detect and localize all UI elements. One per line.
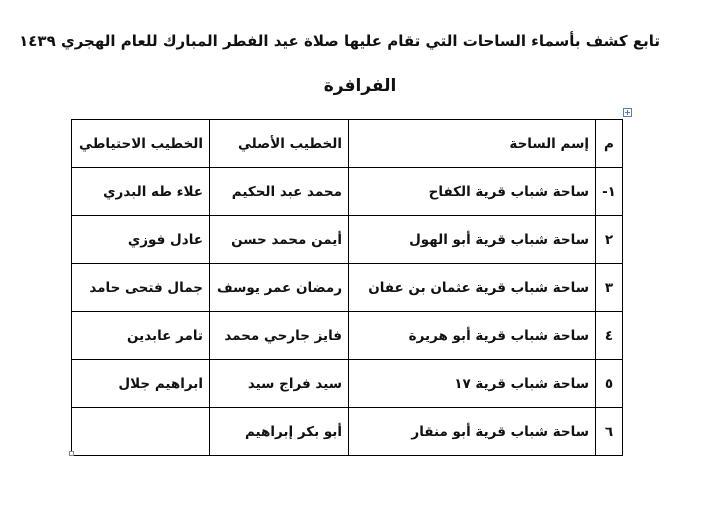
table-row xyxy=(72,168,623,216)
table-row xyxy=(72,264,623,312)
cell-backup: ابراهيم جلال xyxy=(72,360,210,408)
cell-preacher: سيد فراج سيد xyxy=(210,360,349,408)
cell-backup: جمال فتحى حامد xyxy=(72,264,210,312)
cell-preacher: محمد عبد الحكيم xyxy=(210,168,349,216)
cell-preacher: فايز جارحي محمد xyxy=(210,312,349,360)
table-row xyxy=(72,216,623,264)
table-row xyxy=(72,408,623,456)
cell-square: ساحة شباب قرية الكفاح xyxy=(349,168,596,216)
cell-num: ٤ xyxy=(596,312,623,360)
page-title: تابع كشف بأسماء الساحات التي تقام عليها صلاة عيد الفطر المبارك للعام الهجري ١٤٣٩ xyxy=(19,32,660,50)
cell-backup: عادل فوزي xyxy=(72,216,210,264)
cell-preacher: رمضان عمر يوسف xyxy=(210,264,349,312)
cell-backup: تامر عابدين xyxy=(72,312,210,360)
header-backup: الخطيب الاحتياطي xyxy=(72,120,210,168)
header-preacher: الخطيب الأصلي xyxy=(210,120,349,168)
squares-table xyxy=(71,119,623,456)
region-title: الفرافرة xyxy=(323,76,397,96)
cell-num: ٣ xyxy=(596,264,623,312)
cell-num: ٦ xyxy=(596,408,623,456)
table-header-row xyxy=(72,120,623,168)
cell-square: ساحة شباب قرية عثمان بن عفان xyxy=(349,264,596,312)
cell-num: ١- xyxy=(596,168,623,216)
cell-square: ساحة شباب قرية ١٧ xyxy=(349,360,596,408)
cell-square: ساحة شباب قرية أبو الهول xyxy=(349,216,596,264)
table-row xyxy=(72,312,623,360)
header-square: إسم الساحة xyxy=(349,120,596,168)
cell-backup: علاء طه البدري xyxy=(72,168,210,216)
cell-preacher: أيمن محمد حسن xyxy=(210,216,349,264)
table-resize-handle-icon[interactable] xyxy=(69,451,74,456)
cell-num: ٥ xyxy=(596,360,623,408)
cell-square: ساحة شباب قرية أبو هريرة xyxy=(349,312,596,360)
header-num: م xyxy=(596,120,623,168)
cell-preacher: أبو بكر إبراهيم xyxy=(210,408,349,456)
cell-backup xyxy=(72,408,210,456)
cell-square: ساحة شباب قرية أبو منقار xyxy=(349,408,596,456)
cell-num: ٢ xyxy=(596,216,623,264)
table-row xyxy=(72,360,623,408)
table-move-handle-icon[interactable] xyxy=(623,108,632,117)
